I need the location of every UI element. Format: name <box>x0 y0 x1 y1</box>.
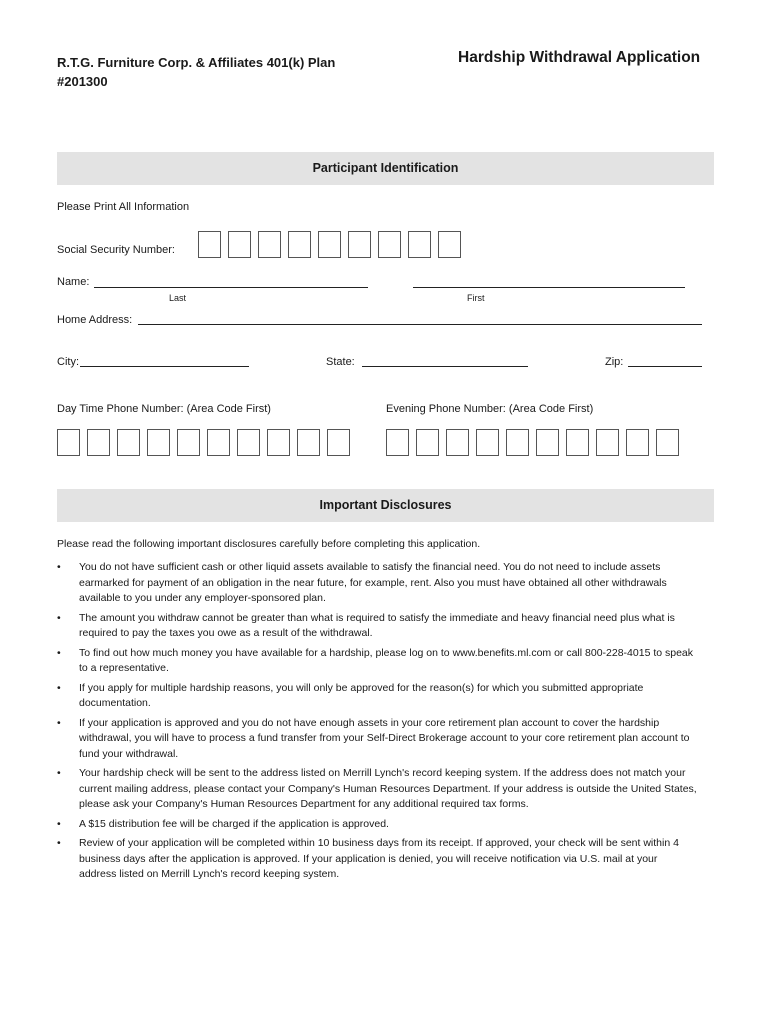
bullet-icon: • <box>57 561 61 573</box>
print-instruction: Please Print All Information <box>57 201 190 213</box>
ssn-digit-box[interactable] <box>348 231 371 258</box>
phone-digit-box[interactable] <box>566 429 589 456</box>
phone-digit-box[interactable] <box>506 429 529 456</box>
phone-digit-box[interactable] <box>207 429 230 456</box>
home-address-label: Home Address: <box>57 314 133 326</box>
state-label: State: <box>326 356 355 368</box>
disclosure-text: To find out how much money you have available for a hardship, please log on to www.benefits.ml.com or call 800-228-4015 to speak to a representative. <box>79 646 694 674</box>
list-item <box>57 836 697 883</box>
evening-phone-input[interactable] <box>386 429 686 456</box>
phone-digit-box[interactable] <box>87 429 110 456</box>
ssn-digit-box[interactable] <box>288 231 311 258</box>
zip-field[interactable] <box>628 366 702 367</box>
phone-digit-box[interactable] <box>57 429 80 456</box>
disclosure-text: A $15 distribution fee will be charged if the application is approved. <box>79 817 389 830</box>
bullet-icon: • <box>57 817 61 830</box>
phone-digit-box[interactable] <box>386 429 409 456</box>
disclosure-text: If your application is approved and you do not have enough assets in your core retirement plan account to cover the hardship withdrawal, you will have to process a fund transfer from your Self-Direct Brokerage account to your core retirement plan account to fund your withdrawal. <box>79 716 690 760</box>
last-name-caption: Last <box>169 293 187 303</box>
ssn-label: Social Security Number: <box>57 244 175 256</box>
phone-digit-box[interactable] <box>147 429 170 456</box>
phone-digit-box[interactable] <box>536 429 559 456</box>
list-item <box>57 766 697 813</box>
phone-digit-box[interactable] <box>656 429 679 456</box>
state-field[interactable] <box>362 366 528 367</box>
zip-label: Zip: <box>605 356 624 368</box>
ssn-digit-box[interactable] <box>378 231 401 258</box>
list-item <box>57 681 697 712</box>
bullet-icon: • <box>57 646 61 659</box>
disclosure-text: The amount you withdraw cannot be greater than what is required to satisfy the immediate and heavy financial need plus what is required to pay the taxes you owe as a result of the withdrawal. <box>79 611 675 639</box>
plan-number: #201300 <box>57 74 108 89</box>
phone-digit-box[interactable] <box>416 429 439 456</box>
first-name-caption: First <box>467 293 485 303</box>
plan-name: R.T.G. Furniture Corp. & Affiliates 401(k) Plan <box>57 55 336 70</box>
bullet-icon: • <box>57 767 61 779</box>
phone-digit-box[interactable] <box>596 429 619 456</box>
evening-phone-label: Evening Phone Number: (Area Code First) <box>386 403 594 415</box>
phone-digit-box[interactable] <box>117 429 140 456</box>
list-item <box>57 646 697 677</box>
disclosure-text: You do not have sufficient cash or other liquid assets available to satisfy the financial need. You do not need to include assets earmarked for payment of an obligation in the near future, for example, rent. Also you must have obtained all other withdrawals available to you under any employer-sponsored plan. <box>79 561 667 604</box>
disclosure-text: If you apply for multiple hardship reasons, you will only be approved for the reason(s) for which you submitted appropriate documentation. <box>79 681 644 709</box>
day-phone-input[interactable] <box>57 429 357 456</box>
disclosure-text: Your hardship check will be sent to the address listed on Merrill Lynch's record keeping system. If the address does not match your current mailing address, please contact your Company's Human Resources Department. If your address is outside the United States, please ask your Company's Human Resources Department for any additional required tax forms. <box>79 767 697 810</box>
plan-header <box>57 53 335 91</box>
phone-digit-box[interactable] <box>476 429 499 456</box>
bullet-icon: • <box>57 716 61 729</box>
form-title: Hardship Withdrawal Application <box>458 49 701 66</box>
name-label: Name: <box>57 276 90 288</box>
phone-digit-box[interactable] <box>237 429 260 456</box>
ssn-input[interactable] <box>198 231 468 258</box>
ssn-digit-box[interactable] <box>408 231 431 258</box>
disclosure-text: Review of your application will be completed within 10 business days from its receipt. If approved, your check will be sent within 4 business days after the application is approved. If your application is denied, you will receive notification via U.S. mail at your address listed on Merrill Lynch's record keeping system. <box>79 837 679 880</box>
home-address-field[interactable] <box>138 324 702 325</box>
bullet-icon: • <box>57 837 61 849</box>
ssn-digit-box[interactable] <box>438 231 461 258</box>
list-item <box>57 817 697 833</box>
disclosures-intro: Please read the following important disclosures carefully before completing this application. <box>57 538 481 550</box>
ssn-digit-box[interactable] <box>198 231 221 258</box>
phone-digit-box[interactable] <box>297 429 320 456</box>
ssn-digit-box[interactable] <box>318 231 341 258</box>
city-label: City: <box>57 356 79 368</box>
last-name-field[interactable] <box>94 287 368 288</box>
phone-digit-box[interactable] <box>327 429 350 456</box>
list-item <box>57 560 697 607</box>
city-field[interactable] <box>80 366 249 367</box>
ssn-digit-box[interactable] <box>228 231 251 258</box>
bullet-icon: • <box>57 681 61 694</box>
list-item <box>57 611 697 642</box>
section-important-disclosures: Important Disclosures <box>57 489 714 522</box>
disclosures-list <box>57 560 697 887</box>
first-name-field[interactable] <box>413 287 685 288</box>
list-item <box>57 716 697 763</box>
ssn-digit-box[interactable] <box>258 231 281 258</box>
phone-digit-box[interactable] <box>177 429 200 456</box>
phone-digit-box[interactable] <box>267 429 290 456</box>
bullet-icon: • <box>57 611 61 624</box>
phone-digit-box[interactable] <box>626 429 649 456</box>
phone-digit-box[interactable] <box>446 429 469 456</box>
section-participant-identification: Participant Identification <box>57 152 714 185</box>
day-phone-label: Day Time Phone Number: (Area Code First) <box>57 403 271 415</box>
